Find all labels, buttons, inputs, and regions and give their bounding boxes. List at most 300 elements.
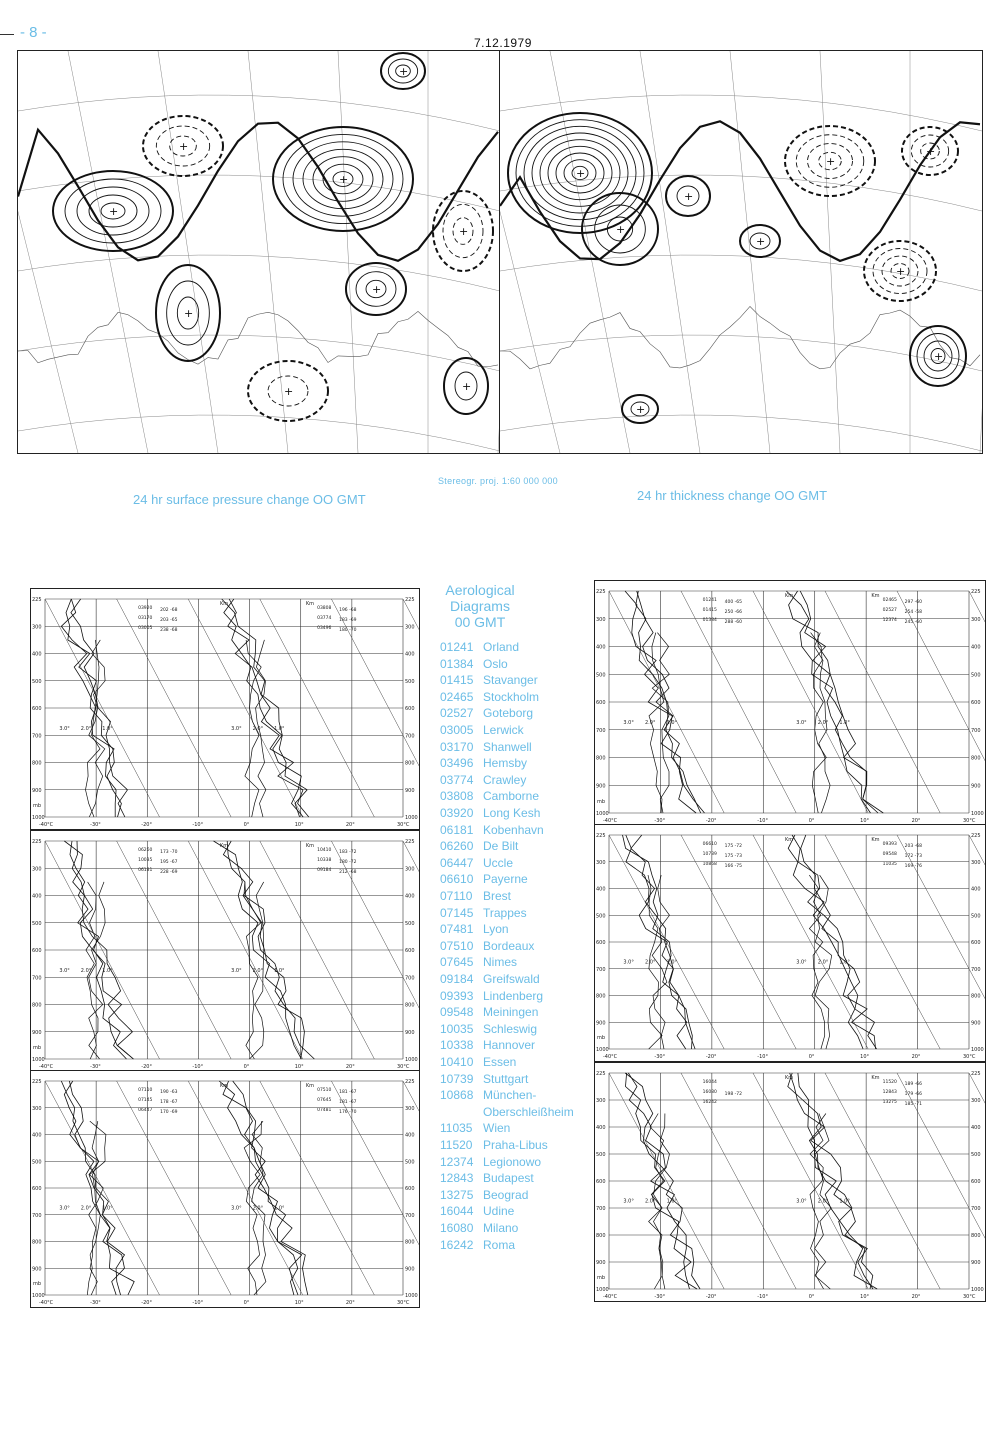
station-name: Goteborg: [483, 706, 534, 721]
surface-pressure-map-drawing: [18, 51, 500, 453]
diagram-plot: [31, 589, 419, 829]
diagram-station-value: 189 -66: [904, 1082, 922, 1087]
station-list-item: [440, 1055, 516, 1069]
station-list-item: [440, 823, 544, 837]
pressure-tick-label: 900: [405, 787, 415, 794]
theta-label: 3.0°: [59, 725, 70, 732]
diagram-station-value: 195 -67: [160, 860, 178, 865]
pressure-tick-label: 400: [405, 651, 415, 658]
station-list-item: [440, 1221, 518, 1235]
theta-label: 3.0°: [623, 959, 634, 966]
station-list-item: [440, 955, 517, 969]
pressure-tick-label: 700: [596, 966, 606, 973]
pressure-tick-label: 900: [596, 1020, 606, 1027]
temperature-tick-label: 30°C: [397, 822, 410, 828]
theta-label: 2.0°: [645, 959, 656, 966]
station-list-item: [440, 1022, 537, 1036]
diagram-station-code: 06610: [702, 842, 717, 847]
temperature-tick-label: -10°: [757, 818, 768, 824]
pressure-tick-label: 600: [596, 700, 606, 706]
station-name: Uccle: [483, 855, 514, 870]
temperature-tick-label: 30°C: [963, 1294, 976, 1300]
mb-label: mb: [33, 1045, 42, 1051]
station-list-item: [440, 1005, 538, 1019]
km-label: Km: [305, 1083, 315, 1089]
station-code: 10338: [440, 1038, 474, 1053]
pressure-tick-label: 225: [596, 1071, 606, 1077]
pressure-tick-label: 400: [971, 644, 981, 651]
km-label: Km: [871, 593, 880, 599]
station-name: Wien: [483, 1121, 511, 1136]
aerological-title-line3: 00 GMT: [454, 614, 506, 630]
theta-label: 1.0°: [666, 1198, 678, 1205]
svg-text:+: +: [459, 225, 469, 238]
pressure-tick-label: 600: [405, 948, 415, 954]
diagram-station-code: 09548: [882, 852, 897, 857]
station-name: Hannover: [483, 1038, 536, 1053]
svg-text:+: +: [184, 307, 194, 320]
svg-text:+: +: [576, 167, 586, 180]
station-code: 09184: [440, 972, 474, 986]
station-code: 02465: [440, 689, 474, 704]
pressure-tick-label: 225: [32, 597, 42, 603]
theta-label: 2.0°: [80, 725, 92, 732]
temperature-tick-label: 10°: [860, 1294, 870, 1300]
station-code: 02527: [440, 706, 474, 721]
pressure-tick-label: 800: [405, 760, 415, 767]
station-list-item: [440, 1171, 534, 1185]
pressure-tick-label: 225: [596, 589, 606, 595]
station-name: Udine: [483, 1204, 515, 1219]
station-code: 11035: [440, 1121, 473, 1136]
pressure-tick-label: 1000: [32, 815, 45, 821]
theta-label: 1.0°: [839, 720, 850, 727]
theta-label: 3.0°: [231, 967, 242, 974]
diagram-plot: [595, 825, 985, 1061]
diagram-plot: [31, 1071, 419, 1307]
station-code: 10035: [440, 1021, 474, 1036]
station-list-item: [440, 922, 509, 936]
pressure-tick-label: 600: [596, 940, 606, 946]
theta-label: 3.0°: [623, 720, 634, 727]
station-code: 16044: [440, 1204, 474, 1219]
pressure-tick-label: 1000: [32, 1057, 45, 1063]
diagram-station-value: 179 -66: [904, 1092, 922, 1097]
diagram-station-code: 03808: [317, 606, 332, 611]
theta-label: 3.0°: [59, 967, 70, 974]
station-code: 10739: [440, 1071, 474, 1086]
pressure-tick-label: 900: [32, 787, 42, 794]
pressure-tick-label: 500: [405, 920, 415, 927]
pressure-tick-label: 300: [596, 616, 606, 623]
pressure-tick-label: 1000: [971, 1047, 984, 1053]
station-list-item: [440, 1155, 541, 1169]
pressure-tick-label: 400: [971, 1125, 981, 1131]
temperature-tick-label: -10°: [757, 1294, 768, 1300]
theta-label: 1.0°: [274, 1205, 285, 1212]
aerological-diagram: [594, 580, 986, 826]
temperature-tick-label: -40°C: [39, 822, 54, 828]
temperature-tick-label: 30°C: [963, 1054, 976, 1060]
diagram-station-code: 01415: [702, 608, 717, 613]
diagram-plot: [595, 581, 985, 825]
diagram-station-value: 254 -58: [904, 610, 922, 615]
pressure-tick-label: 500: [596, 672, 606, 679]
diagram-station-code: 12843: [882, 1090, 897, 1095]
svg-text:+: +: [636, 403, 646, 416]
theta-label: 2.0°: [80, 1205, 92, 1212]
pressure-tick-label: 900: [596, 1260, 606, 1266]
station-list-item: [440, 1105, 574, 1119]
theta-label: 3.0°: [796, 1198, 807, 1205]
km-label: Km: [785, 837, 794, 843]
km-label: Km: [871, 1075, 880, 1081]
station-name: Lerwick: [483, 723, 524, 737]
aerological-diagram: [30, 830, 420, 1072]
diagram-station-code: 07110: [138, 1088, 153, 1093]
page-date: 7.12.1979: [474, 36, 532, 50]
pressure-tick-label: 500: [32, 1159, 42, 1166]
diagram-station-code: 01384: [702, 618, 717, 623]
station-list-item: [440, 640, 519, 654]
mb-label: mb: [597, 1035, 606, 1041]
pressure-tick-label: 900: [32, 1029, 42, 1036]
diagram-station-value: 180 -72: [339, 860, 357, 865]
diagram-station-value: 170 -69: [160, 1110, 178, 1115]
temperature-tick-label: -10°: [192, 1300, 204, 1306]
aerological-title-line1: Aerological: [445, 582, 515, 598]
temperature-tick-label: -40°C: [39, 1300, 54, 1306]
pressure-tick-label: 225: [32, 839, 42, 845]
station-code: 06260: [440, 839, 474, 854]
temperature-tick-label: 30°C: [397, 1300, 410, 1306]
station-name: Trappes: [483, 905, 527, 920]
theta-label: 1.0°: [839, 959, 850, 966]
svg-text:+: +: [284, 385, 294, 398]
km-label: Km: [220, 601, 229, 607]
temperature-tick-label: -10°: [192, 822, 204, 828]
temperature-tick-label: 30°C: [963, 818, 976, 824]
pressure-tick-label: 500: [971, 672, 981, 679]
theta-label: 1.0°: [666, 959, 678, 966]
station-name: Essen: [483, 1055, 517, 1069]
pressure-tick-label: 600: [971, 700, 981, 706]
station-name: Oberschleißheim: [483, 1104, 574, 1119]
diagram-station-code: 01241: [702, 598, 717, 603]
diagram-station-code: 09393: [882, 842, 897, 847]
pressure-tick-label: 700: [405, 975, 415, 982]
km-label: Km: [305, 843, 315, 849]
diagram-station-code: 07481: [317, 1108, 332, 1113]
pressure-tick-label: 600: [32, 1186, 42, 1192]
diagram-station-value: 181 -67: [339, 1100, 357, 1105]
pressure-tick-label: 700: [32, 1212, 42, 1219]
km-label: Km: [785, 1075, 794, 1081]
aerological-diagram: [594, 824, 986, 1062]
aerological-diagram: [30, 1070, 420, 1308]
pressure-tick-label: 300: [971, 616, 981, 623]
right-map-caption: 24 hr thickness change OO GMT: [637, 488, 828, 503]
diagram-station-code: 10035: [138, 858, 153, 863]
diagram-station-code: 06260: [138, 848, 153, 853]
temperature-tick-label: 0°: [808, 1294, 815, 1300]
temperature-tick-label: 10°: [294, 822, 304, 828]
diagram-station-code: 03774: [317, 616, 332, 621]
station-list-item: [440, 706, 533, 720]
pressure-tick-label: 225: [405, 839, 415, 845]
theta-label: 3.0°: [623, 1198, 634, 1205]
diagram-station-value: 245 -60: [904, 620, 922, 625]
station-list-item: [440, 889, 511, 903]
pressure-tick-label: 225: [405, 597, 415, 603]
temperature-tick-label: -30°: [90, 1300, 101, 1306]
theta-label: 2.0°: [252, 725, 264, 732]
svg-text:+: +: [372, 283, 382, 296]
theta-label: 3.0°: [796, 959, 807, 966]
left-map-caption: 24 hr surface pressure change OO GMT: [133, 492, 366, 507]
aerological-diagram: [30, 588, 420, 830]
station-name: Praha-Libus: [483, 1138, 548, 1152]
theta-label: 2.0°: [645, 1198, 656, 1205]
station-name: Greifswald: [483, 972, 540, 986]
pressure-tick-label: 225: [596, 833, 606, 839]
station-name: Crawley: [483, 772, 527, 787]
theta-label: 2.0°: [817, 720, 829, 727]
pressure-tick-label: 700: [971, 727, 981, 734]
station-code: 07481: [440, 922, 474, 937]
station-list-item: [440, 1088, 536, 1102]
pressure-tick-label: 300: [971, 859, 981, 866]
station-name: Brest: [483, 889, 512, 903]
pressure-tick-label: 700: [971, 966, 981, 973]
km-label: Km: [220, 1083, 229, 1089]
pressure-tick-label: 800: [32, 1002, 42, 1009]
station-name: Legionowo: [483, 1154, 542, 1169]
pressure-tick-label: 400: [596, 1125, 606, 1131]
station-name: Shanwell: [483, 739, 532, 754]
station-code: 01384: [440, 656, 474, 671]
diagram-station-code: 03920: [138, 606, 153, 611]
pressure-tick-label: 600: [405, 1186, 415, 1192]
temperature-tick-label: -20°: [141, 822, 152, 828]
pressure-tick-label: 400: [596, 886, 606, 893]
svg-text:+: +: [462, 380, 472, 393]
temperature-tick-label: -30°: [90, 822, 101, 828]
temperature-tick-label: 0°: [243, 1300, 250, 1306]
pressure-tick-label: 900: [596, 783, 606, 790]
station-list-item: [440, 1072, 528, 1086]
pressure-tick-label: 700: [32, 733, 42, 740]
diagram-station-value: 175 -72: [724, 844, 742, 849]
theta-label: 1.0°: [666, 720, 678, 727]
diagram-station-value: 173 -70: [160, 850, 178, 855]
theta-label: 3.0°: [59, 1205, 70, 1212]
temperature-tick-label: -40°C: [603, 1294, 618, 1300]
station-name: München-: [483, 1088, 537, 1103]
pressure-tick-label: 500: [32, 678, 42, 685]
station-name: Schleswig: [483, 1021, 538, 1036]
temperature-tick-label: 10°: [860, 1054, 870, 1060]
pressure-tick-label: 800: [32, 760, 42, 767]
station-list-item: [440, 1238, 515, 1252]
station-name: Stockholm: [483, 689, 540, 704]
diagram-station-value: 183 -72: [339, 850, 357, 855]
station-code: 03808: [440, 789, 474, 804]
diagram-station-code: 11035: [882, 862, 897, 867]
station-name: Kobenhavn: [483, 822, 544, 837]
pressure-tick-label: 800: [971, 993, 981, 1000]
diagram-station-code: 10410: [317, 848, 332, 853]
pressure-tick-label: 300: [32, 1105, 42, 1112]
pressure-tick-label: 600: [405, 706, 415, 712]
page-number: - 8 -: [20, 24, 47, 41]
temperature-tick-label: 20°: [911, 818, 921, 824]
temperature-tick-label: -20°: [705, 1294, 717, 1300]
pressure-tick-label: 800: [596, 755, 606, 762]
surface-pressure-change-map: [17, 50, 501, 454]
station-list-item: [440, 723, 524, 737]
pressure-tick-label: 300: [405, 624, 415, 631]
station-code: 06447: [440, 855, 474, 870]
station-list-item: [440, 1188, 528, 1202]
svg-text:+: +: [399, 65, 409, 78]
pressure-tick-label: 400: [405, 893, 415, 900]
theta-label: 2.0°: [252, 967, 264, 974]
station-code: 07645: [440, 955, 474, 970]
svg-text:+: +: [896, 265, 906, 278]
pressure-tick-label: 300: [596, 1098, 606, 1104]
aerological-diagram: [594, 1062, 986, 1302]
svg-text:+: +: [616, 223, 626, 236]
theta-label: 2.0°: [817, 959, 829, 966]
temperature-tick-label: 30°C: [397, 1064, 410, 1070]
station-name: Payerne: [483, 872, 528, 887]
km-label: Km: [785, 593, 794, 599]
diagram-station-value: 198 -72: [724, 1092, 742, 1097]
diagram-station-value: 203 -65: [160, 618, 178, 623]
temperature-tick-label: -10°: [757, 1054, 768, 1060]
pressure-tick-label: 300: [32, 624, 42, 631]
station-code: 10868: [440, 1088, 474, 1103]
station-list-item: [440, 740, 532, 754]
station-name: Stuttgart: [483, 1071, 529, 1086]
svg-text:+: +: [756, 235, 766, 248]
station-list-item: [440, 773, 526, 787]
pressure-tick-label: 900: [971, 1020, 981, 1027]
km-label: Km: [220, 843, 229, 849]
temperature-tick-label: 20°: [345, 1300, 355, 1306]
temperature-tick-label: -30°: [90, 1064, 101, 1070]
diagram-station-code: 06181: [138, 868, 153, 873]
pressure-tick-label: 600: [596, 1179, 606, 1185]
station-code: 12374: [440, 1154, 474, 1169]
pressure-tick-label: 1000: [405, 815, 418, 821]
pressure-tick-label: 225: [405, 1079, 415, 1085]
mb-label: mb: [597, 1275, 606, 1281]
km-label: Km: [305, 601, 315, 607]
station-code: 07145: [440, 905, 474, 920]
diagram-station-value: 169 -76: [904, 864, 922, 869]
station-code: 03170: [440, 739, 474, 754]
station-code: 10410: [440, 1055, 474, 1069]
svg-text:+: +: [826, 155, 836, 168]
station-code: 11520: [440, 1138, 473, 1152]
diagram-station-value: 228 -69: [160, 870, 178, 875]
pressure-tick-label: 300: [405, 1105, 415, 1112]
temperature-tick-label: -30°: [654, 1294, 666, 1300]
temperature-tick-label: 20°: [345, 822, 355, 828]
km-label: Km: [871, 837, 880, 843]
pressure-tick-label: 1000: [596, 811, 609, 817]
station-list-item: [440, 673, 538, 687]
station-code: 12843: [440, 1171, 474, 1186]
temperature-tick-label: -20°: [141, 1300, 152, 1306]
diagram-station-value: 190 -63: [160, 1090, 178, 1095]
station-code: 01415: [440, 673, 474, 688]
thickness-map-drawing: [500, 51, 982, 453]
diagram-plot: [31, 831, 419, 1071]
station-name: Milano: [483, 1221, 519, 1235]
station-name: Bordeaux: [483, 938, 535, 953]
mb-label: mb: [33, 803, 42, 809]
station-code: 07110: [440, 889, 473, 903]
pressure-tick-label: 1000: [405, 1293, 418, 1299]
diagram-station-code: 10868: [702, 862, 717, 867]
theta-label: 2.0°: [817, 1198, 829, 1205]
temperature-tick-label: 10°: [860, 818, 870, 824]
temperature-tick-label: 0°: [243, 1064, 250, 1070]
diagram-station-code: 13275: [882, 1100, 897, 1105]
station-name: Orland: [483, 640, 520, 654]
temperature-tick-label: 10°: [294, 1300, 304, 1306]
pressure-tick-label: 900: [405, 1266, 415, 1273]
theta-label: 1.0°: [102, 967, 113, 974]
theta-label: 2.0°: [645, 720, 656, 727]
pressure-tick-label: 700: [405, 733, 415, 740]
pressure-tick-label: 300: [32, 866, 42, 873]
station-list-item: [440, 1038, 535, 1052]
temperature-tick-label: -40°C: [39, 1064, 54, 1070]
temperature-tick-label: -10°: [192, 1064, 204, 1070]
station-list-item: [440, 972, 540, 986]
diagram-station-code: 16044: [702, 1080, 717, 1085]
svg-text:+: +: [109, 205, 119, 218]
station-code: 06610: [440, 872, 474, 887]
pressure-tick-label: 1000: [596, 1287, 609, 1293]
pressure-tick-label: 800: [405, 1239, 415, 1246]
station-name: Lyon: [483, 922, 509, 937]
station-code: 03496: [440, 756, 474, 771]
diagram-station-value: 178 -67: [160, 1100, 178, 1105]
diagram-station-value: 288 -60: [724, 620, 742, 625]
station-name: Lindenberg: [483, 988, 544, 1003]
temperature-tick-label: -20°: [141, 1064, 152, 1070]
diagram-station-code: 02527: [882, 608, 897, 613]
pressure-tick-label: 1000: [32, 1293, 45, 1299]
diagram-station-value: 238 -68: [160, 628, 178, 633]
pressure-tick-label: 225: [32, 1079, 42, 1085]
temperature-tick-label: -40°C: [603, 818, 618, 824]
theta-label: 1.0°: [102, 1205, 113, 1212]
pressure-tick-label: 400: [32, 651, 42, 658]
pressure-tick-label: 700: [971, 1206, 981, 1212]
diagram-station-code: 16080: [702, 1090, 717, 1095]
pressure-tick-label: 500: [971, 913, 981, 920]
station-list-item: [440, 989, 543, 1003]
pressure-tick-label: 225: [971, 589, 981, 595]
pressure-tick-label: 600: [32, 948, 42, 954]
theta-label: 2.0°: [80, 967, 92, 974]
